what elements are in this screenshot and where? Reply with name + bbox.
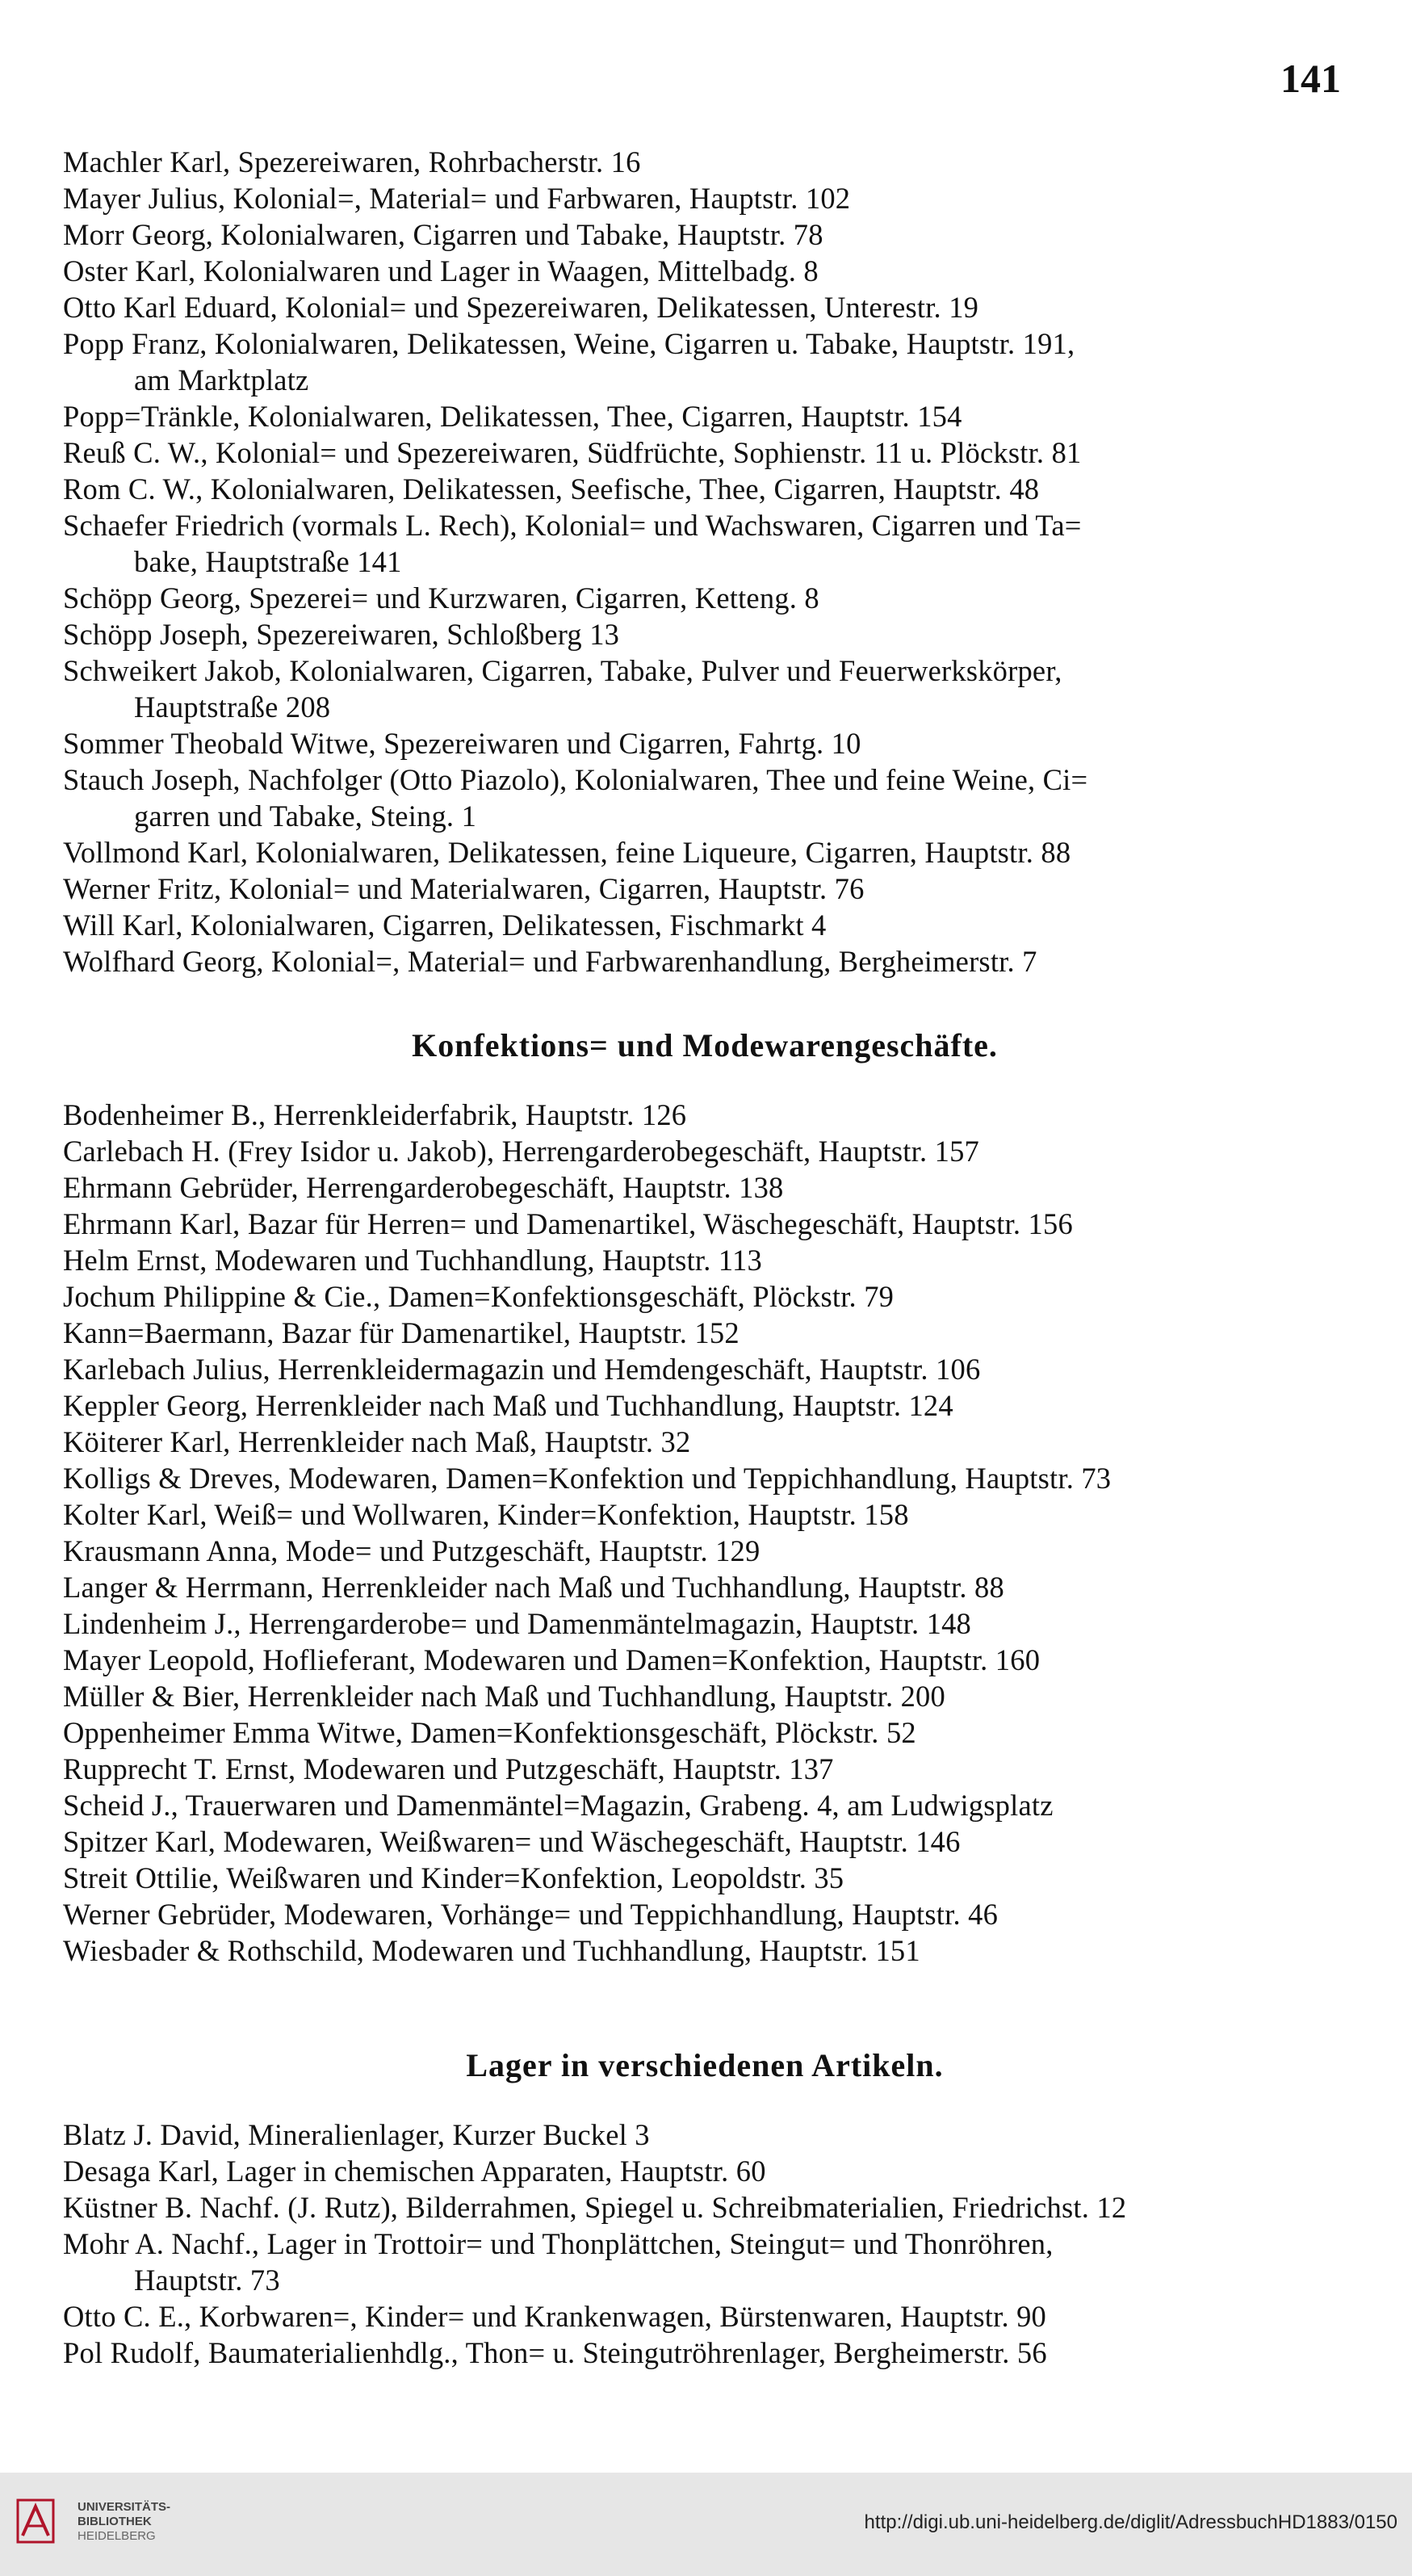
entry-text: Müller & Bier, Herrenkleider nach Maß und Tuchhandlung, Hauptstr. 200 [63, 1680, 945, 1713]
entry-continuation: am Marktplatz [134, 363, 309, 396]
directory-entry [63, 1860, 1347, 1896]
entry-text: Schöpp Georg, Spezerei= und Kurzwaren, Cigarren, Ketteng. 8 [63, 581, 819, 615]
entry-text: Blatz J. David, Mineralienlager, Kurzer Buckel 3 [63, 2118, 650, 2151]
entry-text: Carlebach H. (Frey Isidor u. Jakob), Herrengarderobegeschäft, Hauptstr. 157 [63, 1135, 979, 1168]
directory-entry [63, 1278, 1347, 1315]
directory-entry [63, 1533, 1347, 1569]
directory-entry [63, 1751, 1347, 1787]
entry-text: Mayer Leopold, Hoflieferant, Modewaren und Damen=Konfektion, Hauptstr. 160 [63, 1643, 1041, 1676]
directory-entry [63, 1242, 1347, 1278]
entry-continuation: bake, Hauptstraße 141 [134, 545, 402, 578]
entry-text: Jochum Philippine & Cie., Damen=Konfektionsgeschäft, Plöckstr. 79 [63, 1280, 895, 1313]
directory-entry [63, 507, 1347, 580]
page-number: 141 [1280, 56, 1341, 101]
directory-entry [63, 144, 1347, 180]
entry-continuation: garren und Tabake, Steing. 1 [134, 799, 477, 833]
directory-entry [63, 1605, 1347, 1642]
directory-entry [63, 2189, 1347, 2226]
entry-text: Helm Ernst, Modewaren und Tuchhandlung, Hauptstr. 113 [63, 1244, 762, 1277]
library-name-line2: BIBLIOTHEK [78, 2515, 152, 2528]
directory-entry [63, 1351, 1347, 1387]
section-lager-list [63, 2117, 1347, 2371]
library-name-line1: UNIVERSITÄTS- [78, 2500, 171, 2514]
entry-text: Langer & Herrmann, Herrenkleider nach Maß und Tuchhandlung, Hauptstr. 88 [63, 1571, 1004, 1604]
entry-text: Lindenheim J., Herrengarderobe= und Damenmäntelmagazin, Hauptstr. 148 [63, 1607, 971, 1640]
directory-entry [63, 2153, 1347, 2189]
entry-text: Karlebach Julius, Herrenkleidermagazin und Hemdengeschäft, Hauptstr. 106 [63, 1353, 981, 1386]
entry-text: Rupprecht T. Ernst, Modewaren und Putzgeschäft, Hauptstr. 137 [63, 1752, 834, 1785]
directory-entry [63, 471, 1347, 507]
directory-entry [63, 725, 1347, 761]
entry-text: Machler Karl, Spezereiwaren, Rohrbacherstr. 16 [63, 145, 641, 178]
directory-entry [63, 289, 1347, 325]
directory-entry [63, 434, 1347, 471]
entry-text: Oster Karl, Kolonialwaren und Lager in Waagen, Mittelbadg. 8 [63, 254, 819, 287]
entry-text: Morr Georg, Kolonialwaren, Cigarren und Tabake, Hauptstr. 78 [63, 218, 823, 251]
entry-text: Reuß C. W., Kolonial= und Spezereiwaren, Südfrüchte, Sophienstr. 11 u. Plöckstr. 81 [63, 436, 1082, 469]
directory-entry [63, 1169, 1347, 1206]
directory-entry [63, 1569, 1347, 1605]
entry-text: Mohr A. Nachf., Lager in Trottoir= und Thonplättchen, Steingut= und Thonröhren, [63, 2227, 1054, 2260]
entry-text: Sommer Theobald Witwe, Spezereiwaren und Cigarren, Fahrtg. 10 [63, 727, 861, 760]
section-heading-lager: Lager in verschiedenen Artikeln. [466, 2047, 944, 2083]
section-kolonialwaren-list [63, 144, 1347, 980]
directory-entry [63, 180, 1347, 216]
entry-continuation: Hauptstr. 73 [134, 2263, 280, 2297]
footer-bar [0, 2473, 1412, 2576]
source-url-link[interactable]: http://digi.ub.uni-heidelberg.de/diglit/AdressbuchHD1883/0150 [864, 2511, 1397, 2533]
entry-text: Schöpp Joseph, Spezereiwaren, Schloßberg 13 [63, 618, 620, 651]
directory-entry [63, 1823, 1347, 1860]
entry-text: Popp=Tränkle, Kolonialwaren, Delikatessen, Thee, Cigarren, Hauptstr. 154 [63, 400, 962, 433]
library-name [78, 2500, 170, 2544]
directory-entry [63, 1787, 1347, 1823]
section-heading-konfektion: Konfektions= und Modewarengeschäfte. [412, 1027, 998, 1064]
directory-entry [63, 1496, 1347, 1533]
university-logo-icon [16, 2495, 55, 2547]
entry-text: Keppler Georg, Herrenkleider nach Maß und Tuchhandlung, Hauptstr. 124 [63, 1389, 953, 1422]
entry-text: Kolter Karl, Weiß= und Wollwaren, Kinder=Konfektion, Hauptstr. 158 [63, 1498, 909, 1531]
section-konfektion-list [63, 1097, 1347, 1969]
entry-text: Streit Ottilie, Weißwaren und Kinder=Konfektion, Leopoldstr. 35 [63, 1861, 844, 1894]
directory-entry [63, 834, 1347, 871]
directory-entry [63, 1678, 1347, 1714]
entry-text: Kolligs & Dreves, Modewaren, Damen=Konfektion und Teppichhandlung, Hauptstr. 73 [63, 1462, 1112, 1495]
entry-continuation: Hauptstraße 208 [134, 690, 331, 724]
entry-text: Popp Franz, Kolonialwaren, Delikatessen, Weine, Cigarren u. Tabake, Hauptstr. 191, [63, 327, 1075, 360]
directory-entry [63, 2335, 1347, 2371]
entry-text: Rom C. W., Kolonialwaren, Delikatessen, Seefische, Thee, Cigarren, Hauptstr. 48 [63, 472, 1040, 506]
directory-entry [63, 1206, 1347, 1242]
entry-text: Desaga Karl, Lager in chemischen Apparaten, Hauptstr. 60 [63, 2154, 766, 2188]
entry-text: Vollmond Karl, Kolonialwaren, Delikatessen, feine Liqueure, Cigarren, Hauptstr. 88 [63, 836, 1071, 869]
entry-text: Spitzer Karl, Modewaren, Weißwaren= und Wäschegeschäft, Hauptstr. 146 [63, 1825, 961, 1858]
entry-text: Scheid J., Trauerwaren und Damenmäntel=Magazin, Grabeng. 4, am Ludwigsplatz [63, 1789, 1054, 1822]
entry-text: Otto Karl Eduard, Kolonial= und Spezereiwaren, Delikatessen, Unterestr. 19 [63, 291, 979, 324]
directory-entry [63, 398, 1347, 434]
directory-entry [63, 1896, 1347, 1932]
directory-entry [63, 1387, 1347, 1424]
directory-entry [63, 2298, 1347, 2335]
directory-entry [63, 761, 1347, 834]
directory-entry [63, 943, 1347, 980]
directory-entry [63, 325, 1347, 398]
entry-text: Schweikert Jakob, Kolonialwaren, Cigarren, Tabake, Pulver und Feuerwerkskörper, [63, 654, 1062, 687]
directory-entry [63, 1460, 1347, 1496]
directory-entry [63, 2117, 1347, 2153]
entry-text: Bodenheimer B., Herrenkleiderfabrik, Hauptstr. 126 [63, 1098, 687, 1131]
entry-text: Oppenheimer Emma Witwe, Damen=Konfektionsgeschäft, Plöckstr. 52 [63, 1716, 916, 1749]
directory-entry [63, 1315, 1347, 1351]
directory-entry [63, 652, 1347, 725]
directory-entry [63, 1133, 1347, 1169]
entry-text: Pol Rudolf, Baumaterialienhdlg., Thon= u. Steingutröhrenlager, Bergheimerstr. 56 [63, 2336, 1047, 2369]
directory-entry [63, 1642, 1347, 1678]
entry-text: Werner Fritz, Kolonial= und Materialwaren, Cigarren, Hauptstr. 76 [63, 872, 865, 905]
entry-text: Kann=Baermann, Bazar für Damenartikel, Hauptstr. 152 [63, 1316, 740, 1349]
entry-text: Otto C. E., Korbwaren=, Kinder= und Krankenwagen, Bürstenwaren, Hauptstr. 90 [63, 2300, 1047, 2333]
directory-entry [63, 616, 1347, 652]
entry-text: Will Karl, Kolonialwaren, Cigarren, Delikatessen, Fischmarkt 4 [63, 908, 827, 942]
entry-text: Wolfhard Georg, Kolonial=, Material= und Farbwarenhandlung, Bergheimerstr. 7 [63, 945, 1037, 978]
entry-text: Krausmann Anna, Mode= und Putzgeschäft, Hauptstr. 129 [63, 1534, 760, 1567]
entry-text: Mayer Julius, Kolonial=, Material= und Farbwaren, Hauptstr. 102 [63, 182, 851, 215]
entry-text: Küstner B. Nachf. (J. Rutz), Bilderrahmen, Spiegel u. Schreibmaterialien, Friedrichst. 12 [63, 2191, 1127, 2224]
directory-entry [63, 1714, 1347, 1751]
entry-text: Werner Gebrüder, Modewaren, Vorhänge= und Teppichhandlung, Hauptstr. 46 [63, 1898, 999, 1931]
directory-entry [63, 907, 1347, 943]
entry-text: Stauch Joseph, Nachfolger (Otto Piazolo), Kolonialwaren, Thee und feine Weine, Ci= [63, 763, 1088, 796]
library-name-line3: HEIDELBERG [78, 2529, 156, 2543]
directory-column [63, 144, 1347, 2371]
directory-entry [63, 2226, 1347, 2298]
directory-entry [63, 1097, 1347, 1133]
directory-entry [63, 253, 1347, 289]
directory-entry [63, 1932, 1347, 1969]
entry-text: Ehrmann Karl, Bazar für Herren= und Damenartikel, Wäschegeschäft, Hauptstr. 156 [63, 1207, 1073, 1240]
entry-text: Ehrmann Gebrüder, Herrengarderobegeschäft, Hauptstr. 138 [63, 1171, 784, 1204]
directory-entry [63, 871, 1347, 907]
directory-entry [63, 216, 1347, 253]
directory-entry [63, 580, 1347, 616]
entry-text: Schaefer Friedrich (vormals L. Rech), Kolonial= und Wachswaren, Cigarren und Ta= [63, 509, 1082, 542]
entry-text: Köiterer Karl, Herrenkleider nach Maß, Hauptstr. 32 [63, 1425, 691, 1458]
directory-entry [63, 1424, 1347, 1460]
entry-text: Wiesbader & Rothschild, Modewaren und Tuchhandlung, Hauptstr. 151 [63, 1934, 920, 1967]
